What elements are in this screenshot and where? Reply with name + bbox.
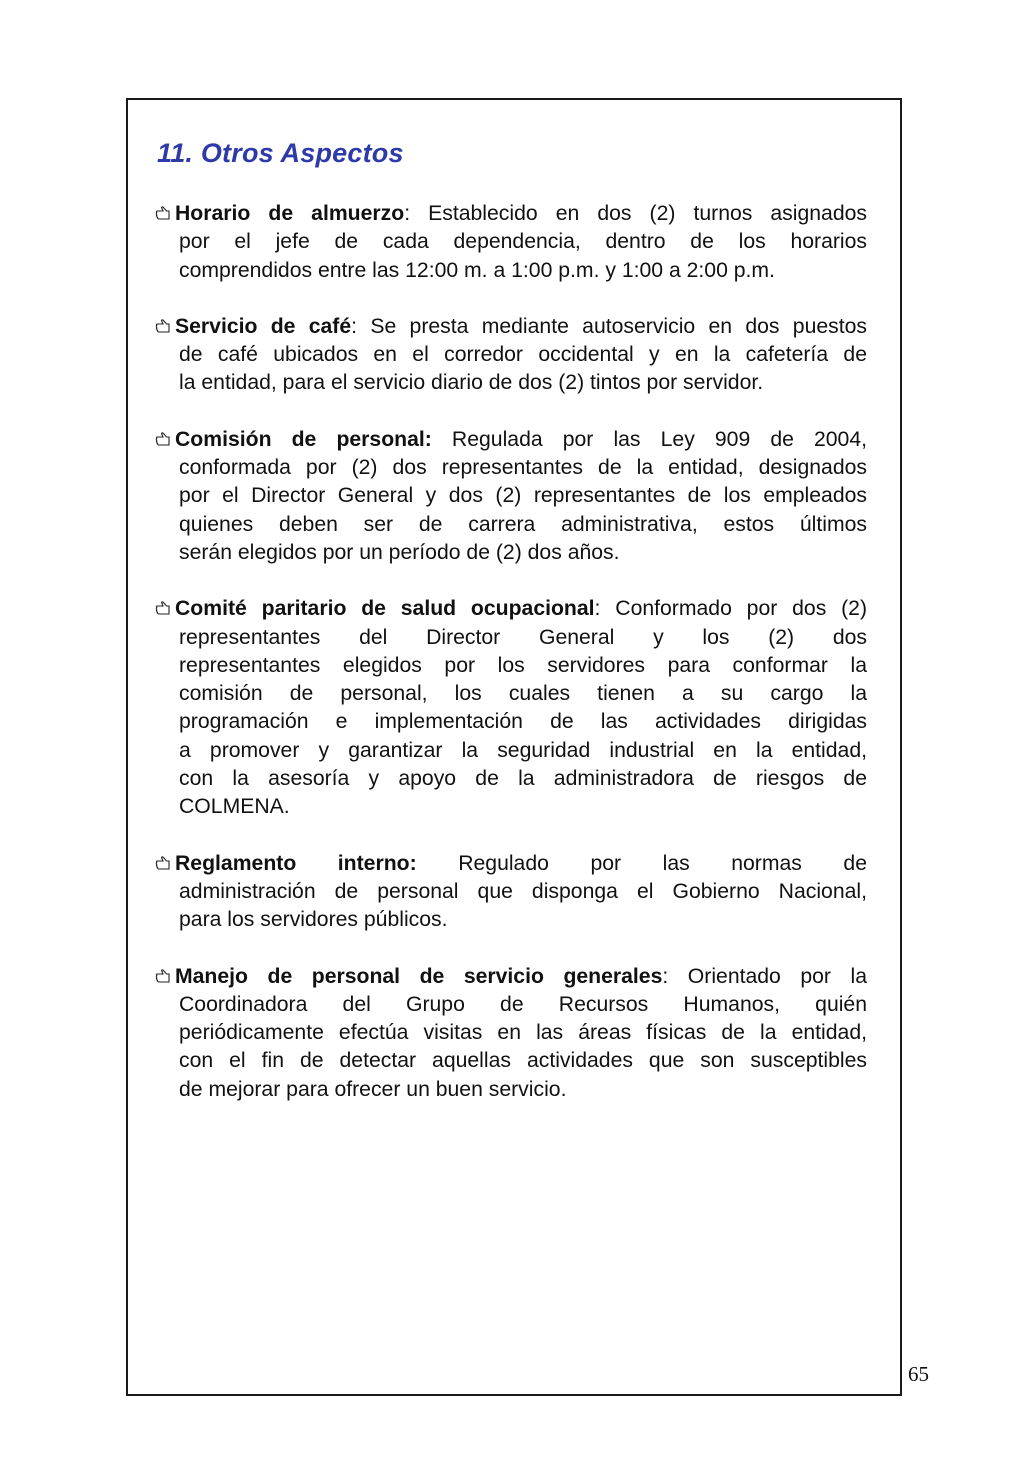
item-text: periódicamente efectúa visitas en las áreas físicas de la entidad, (179, 1021, 867, 1045)
item-text-line (155, 482, 867, 510)
list-item (155, 595, 867, 821)
item-label: Horario de almuerzo (175, 202, 405, 225)
pointing-hand-icon (155, 968, 171, 984)
item-text: con la asesoría y apoyo de la administradora de riesgos de (179, 767, 867, 791)
item-text: con el fin de detectar aquellas actividades que son susceptibles (179, 1049, 867, 1073)
pointing-hand-icon (155, 600, 171, 616)
item-text-line (155, 793, 867, 821)
item-label: Reglamento interno: (175, 851, 417, 875)
item-text: la entidad, para el servicio diario de dos (2) tintos por servidor. (179, 371, 764, 395)
item-text: a promover y garantizar la seguridad industrial en la entidad, (179, 738, 867, 762)
item-text-line (155, 878, 867, 906)
item-label-separator: : (662, 964, 669, 988)
item-text-line (155, 991, 867, 1019)
item-text: comprendidos entre las 12:00 m. a 1:00 p.m. y 1:00 a 2:00 p.m. (179, 258, 775, 282)
list-item (155, 200, 867, 285)
pointing-hand-icon (155, 855, 171, 871)
item-text-line (155, 906, 867, 934)
item-text-line (155, 595, 867, 623)
pointing-hand-icon (155, 318, 171, 334)
item-text: Se presta mediante autoservicio en dos puestos (370, 314, 868, 338)
item-text: Conformado por dos (2) (615, 597, 867, 621)
item-text-line (155, 426, 867, 454)
item-label-separator: : (594, 597, 601, 621)
item-text: Orientado por la (687, 964, 867, 988)
item-text: para los servidores públicos. (179, 908, 448, 932)
page-number: 65 (908, 1362, 929, 1386)
item-label-separator: : (351, 314, 358, 338)
item-text-line (155, 708, 867, 736)
item-label: Servicio de café (175, 314, 352, 338)
section-heading (157, 138, 404, 169)
item-text-line (155, 511, 867, 539)
item-text: serán elegidos por un período de (2) dos años. (179, 540, 620, 564)
item-text: de café ubicados en el corredor occidental y en la cafetería de (179, 343, 867, 367)
pointing-hand-icon (155, 205, 171, 221)
item-text-line (155, 850, 867, 878)
item-text: Regulado por las normas de (458, 851, 867, 875)
list-item (155, 313, 867, 398)
item-text-line (155, 680, 867, 708)
item-text: comisión de personal, los cuales tienen a su cargo la (179, 682, 867, 706)
aspects-list (155, 200, 867, 1132)
item-text-line (155, 1019, 867, 1047)
item-text: COLMENA. (179, 795, 290, 819)
item-text-line (155, 257, 867, 285)
item-text: Regulada por las Ley 909 de 2004, (451, 427, 868, 451)
item-text: representantes del Director General y los (2) dos (179, 625, 867, 649)
item-text-line (155, 1076, 867, 1104)
item-text-line (155, 963, 867, 991)
item-text: administración de personal que disponga el Gobierno Nacional, (179, 879, 867, 903)
list-item (155, 850, 867, 935)
item-text: conformada por (2) dos representantes de la entidad, designados (179, 456, 867, 480)
item-text: quienes deben ser de carrera administrativa, estos últimos (179, 512, 867, 536)
item-text: programación e implementación de las actividades dirigidas (179, 710, 867, 734)
item-text-line (155, 1047, 867, 1075)
item-text-line (155, 454, 867, 482)
item-text-line (155, 369, 867, 397)
item-label: Manejo de personal de servicio generales (175, 964, 663, 988)
section-title: Otros Aspectos (200, 138, 404, 168)
item-text-line (155, 228, 867, 256)
pointing-hand-icon (155, 431, 171, 447)
item-label: Comité paritario de salud ocupacional (175, 597, 595, 621)
item-text: por el Director General y dos (2) representantes de los empleados (179, 484, 867, 508)
item-text-line (155, 539, 867, 567)
item-text-line (155, 765, 867, 793)
item-text-line (155, 341, 867, 369)
list-item (155, 426, 867, 567)
section-number: 11. (157, 138, 194, 168)
item-label-separator: : (404, 202, 411, 225)
item-text-line (155, 200, 867, 228)
item-text-line (155, 624, 867, 652)
item-text: de mejorar para ofrecer un buen servicio. (179, 1077, 567, 1101)
item-text-line (155, 652, 867, 680)
item-text: Establecido en dos (2) turnos asignados (428, 202, 867, 225)
item-text-line (155, 313, 867, 341)
item-text: Coordinadora del Grupo de Recursos Humanos, quién (179, 992, 867, 1016)
list-item (155, 963, 867, 1104)
item-text: representantes elegidos por los servidores para conformar la (179, 653, 867, 677)
item-label: Comisión de personal: (175, 427, 432, 451)
item-text-line (155, 737, 867, 765)
item-text: por el jefe de cada dependencia, dentro de los horarios (179, 230, 867, 254)
